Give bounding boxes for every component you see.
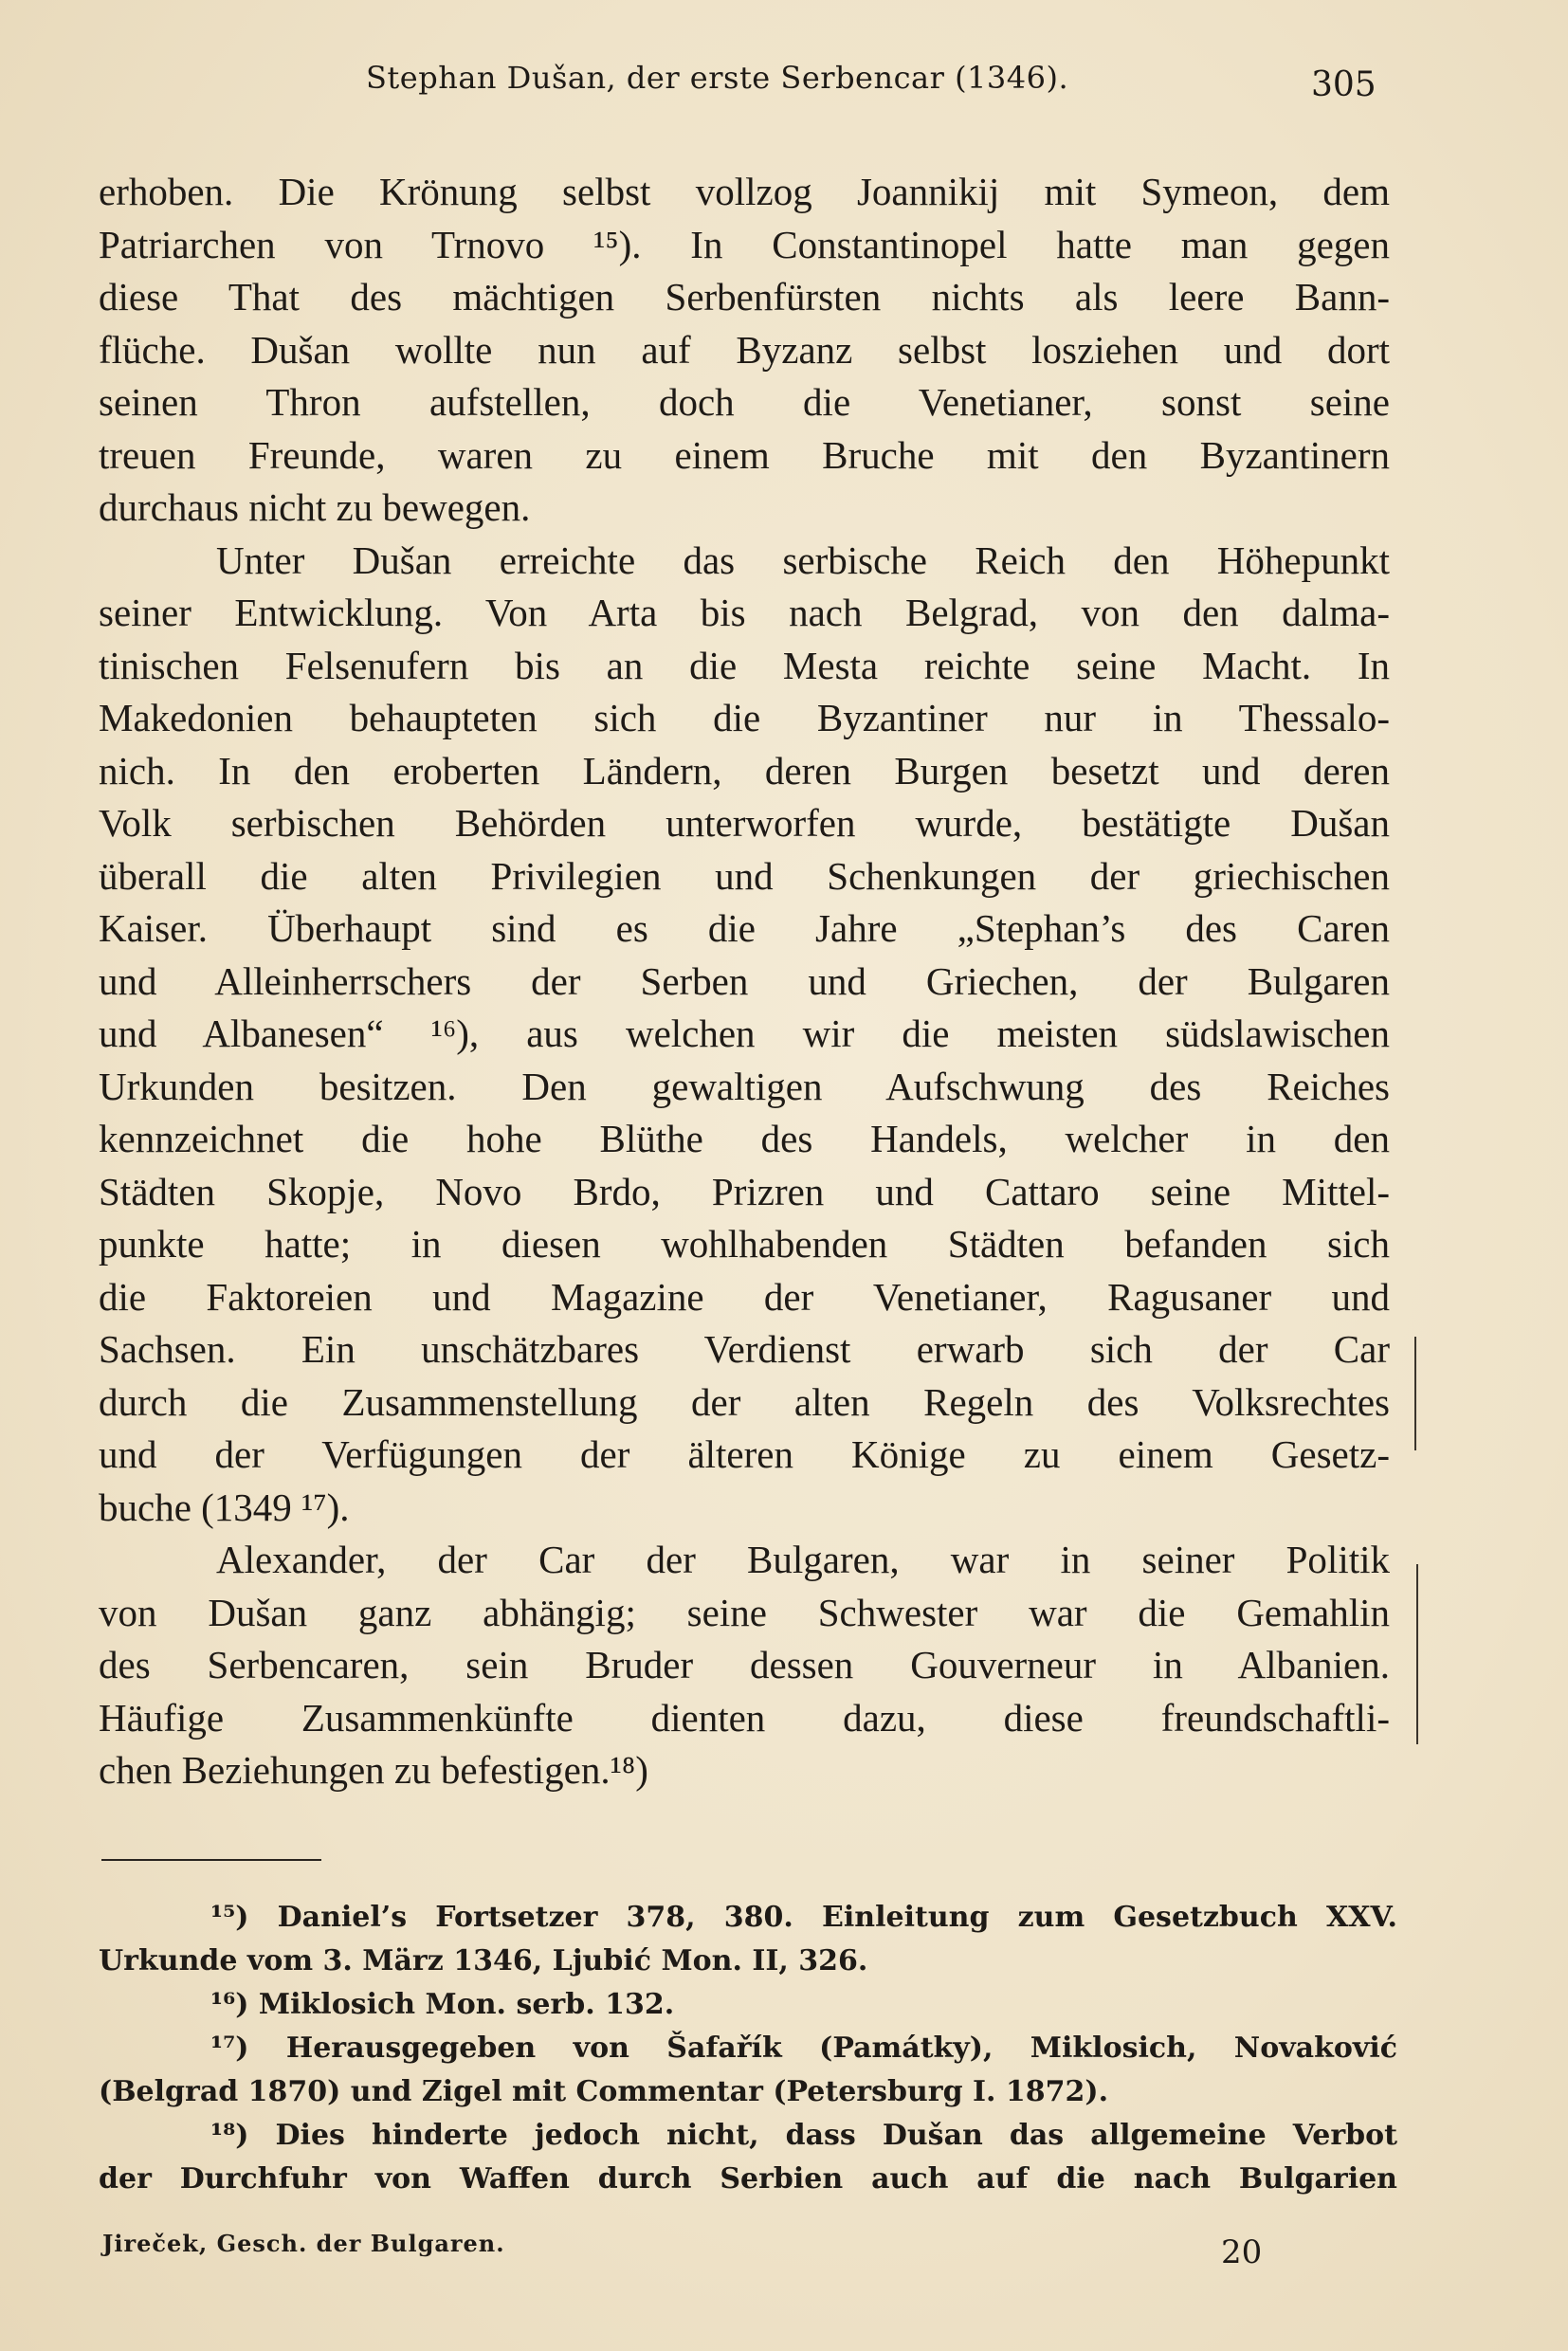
text-line: überall die alten Privilegien und Schenkungen der griechischen (99, 853, 1390, 898)
margin-pencil-mark (1416, 1564, 1418, 1744)
paragraph-start-line: Alexander, der Car der Bulgaren, war in seiner Politik (216, 1538, 1390, 1581)
footnote-rule (101, 1859, 321, 1861)
text-line: buche (1349 ¹⁷). (99, 1485, 350, 1529)
text-line: und Albanesen“ ¹⁶), aus welchen wir die meisten südslawischen (99, 1011, 1390, 1055)
signature-text: Jireček, Gesch. der Bulgaren. (102, 2230, 505, 2257)
text-line: nich. In den eroberten Ländern, deren Burgen besetzt und deren (99, 748, 1390, 793)
footnote-18: ¹⁸) Dies hinderte jedoch nicht, dass Dušan das allgemeine Verbot (210, 2119, 1397, 2152)
text-line: Urkunden besitzen. Den gewaltigen Aufschwung des Reiches (99, 1064, 1390, 1108)
footnote-15: ¹⁵) Daniel’s Fortsetzer 378, 380. Einleitung zum Gesetzbuch XXV. (210, 1901, 1397, 1934)
footnote-line: Urkunde vom 3. März 1346, Ljubić Mon. II, 326. (99, 1944, 868, 1977)
sheet-number: 20 (1221, 2233, 1263, 2271)
footnotes (99, 1896, 1397, 2201)
footnote-line: (Belgrad 1870) und Zigel mit Commentar (Petersburg I. 1872). (99, 2075, 1109, 2108)
running-head: Stephan Dušan, der erste Serbencar (1346). (366, 60, 1069, 96)
text-line: Patriarchen von Trnovo ¹⁵). In Constantinopel hatte man gegen (99, 222, 1390, 266)
text-line: und der Verfügungen der älteren Könige zu einem Gesetz- (99, 1432, 1390, 1476)
page-number: 305 (1311, 65, 1377, 104)
text-line: diese That des mächtigen Serbenfürsten nichts als leere Bann- (99, 275, 1390, 319)
text-line: Städten Skopje, Novo Brdo, Prizren und Cattaro seine Mittel- (99, 1169, 1390, 1213)
footnote-17: ¹⁷) Herausgegeben von Šafařík (Památky), Miklosich, Novaković (210, 2032, 1397, 2065)
text-line: die Faktoreien und Magazine der Venetianer, Ragusaner und (99, 1274, 1390, 1319)
paragraph-start-line: Unter Dušan erreichte das serbische Reich den Höhepunkt (216, 538, 1390, 582)
text-line: tinischen Felsenufern bis an die Mesta reichte seine Macht. In (99, 643, 1390, 687)
text-line: Kaiser. Überhaupt sind es die Jahre „Stephan’s des Caren (99, 906, 1390, 950)
text-line: flüche. Dušan wollte nun auf Byzanz selbst losziehen und dort (99, 327, 1390, 372)
text-line: und Alleinherrschers der Serben und Griechen, der Bulgaren (99, 958, 1390, 1003)
text-line: Makedonien behaupteten sich die Byzantiner nur in Thessalo- (99, 696, 1390, 739)
text-line: Volk serbischen Behörden unterworfen wurde, bestätigte Dušan (99, 801, 1390, 845)
text-line: kennzeichnet die hohe Blüthe des Handels, welcher in den (99, 1117, 1390, 1160)
main-text (99, 166, 1390, 1797)
text-line: von Dušan ganz abhängig; seine Schwester war die Gemahlin (99, 1590, 1390, 1634)
text-line: durch die Zusammenstellung der alten Regeln des Volksrechtes (99, 1379, 1390, 1424)
text-line: seiner Entwicklung. Von Arta bis nach Belgrad, von den dalma- (99, 591, 1390, 634)
page-header (0, 52, 1568, 109)
footnote-16: ¹⁶) Miklosich Mon. serb. 132. (210, 1988, 675, 2021)
text-line: erhoben. Die Krönung selbst vollzog Joannikij mit Symeon, dem (99, 170, 1390, 213)
text-line: des Serbencaren, sein Bruder dessen Gouverneur in Albanien. (99, 1643, 1390, 1686)
footnote-line: der Durchfuhr von Waffen durch Serbien auch auf die nach Bulgarien (99, 2162, 1397, 2196)
text-line: chen Beziehungen zu befestigen.¹⁸) (99, 1748, 648, 1792)
text-line: durchaus nicht zu bewegen. (99, 485, 531, 529)
text-line: punkte hatte; in diesen wohlhabenden Städten befanden sich (99, 1222, 1390, 1266)
text-line: treuen Freunde, waren zu einem Bruche mit den Byzantinern (99, 432, 1390, 477)
text-line: Häufige Zusammenkünfte dienten dazu, diese freundschaftli- (99, 1695, 1390, 1740)
margin-pencil-mark (1414, 1337, 1416, 1450)
text-line: Sachsen. Ein unschätzbares Verdienst erwarb sich der Car (99, 1327, 1390, 1371)
text-line: seinen Thron aufstellen, doch die Venetianer, sonst seine (99, 380, 1390, 424)
printer-signature (0, 2230, 1568, 2277)
